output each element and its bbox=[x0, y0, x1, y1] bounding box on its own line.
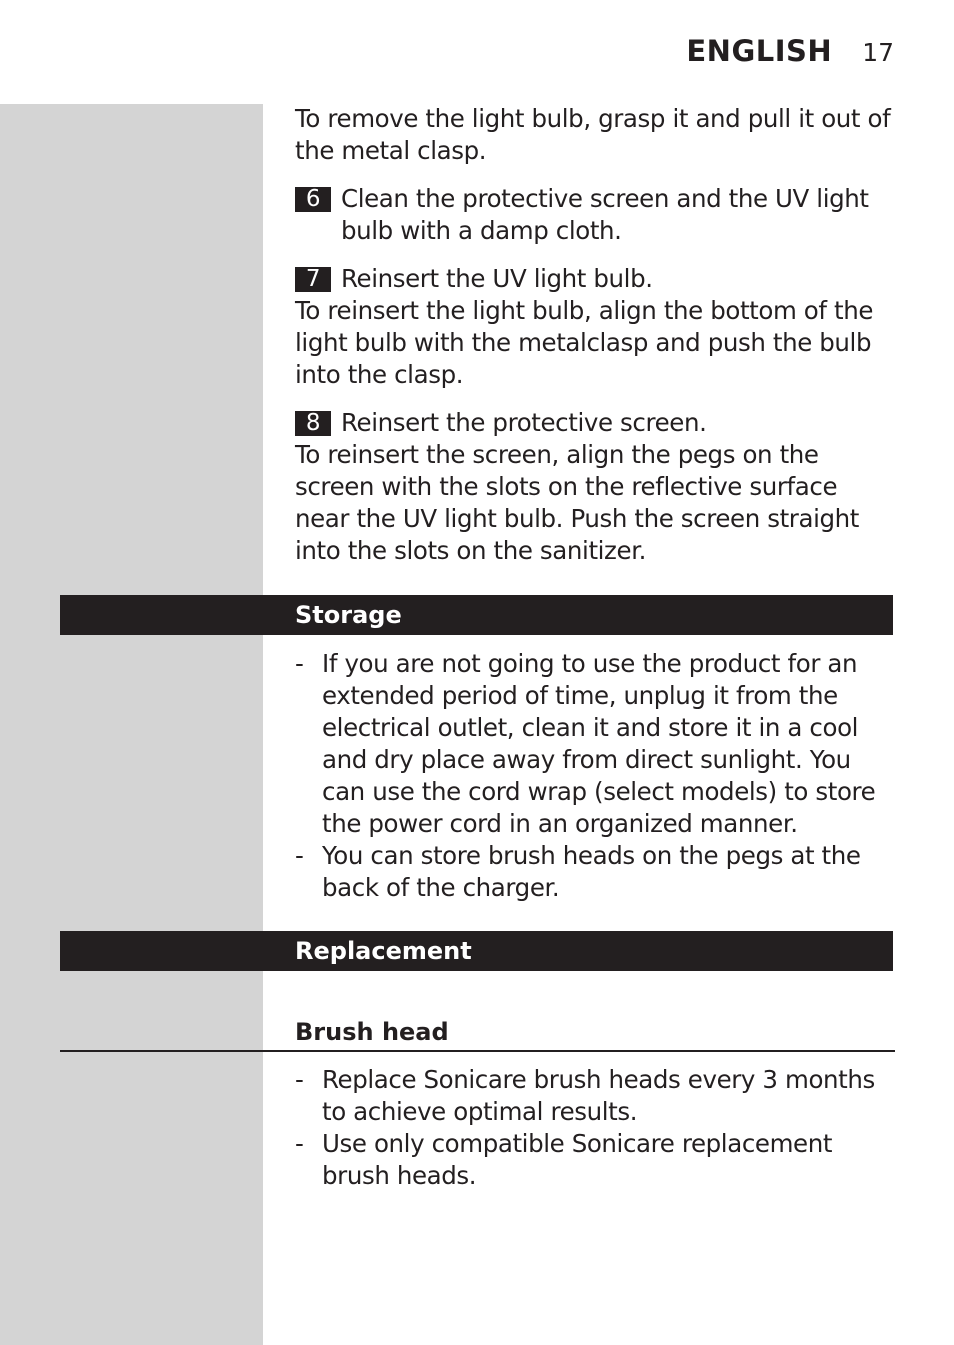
step-body: To reinsert the light bulb, align the bottom of the light bulb with the metalclasp and push the bulb into the clasp. bbox=[295, 296, 874, 389]
replacement-list bbox=[295, 1064, 895, 1192]
margin-sidebar bbox=[0, 104, 263, 1345]
storage-section bbox=[295, 648, 895, 904]
subheading-rule bbox=[60, 1050, 895, 1052]
main-content bbox=[295, 103, 895, 567]
brush-head-subheading: Brush head bbox=[295, 1018, 449, 1046]
list-item: - Replace Sonicare brush heads every 3 months to achieve optimal results. bbox=[295, 1065, 875, 1126]
storage-heading-bar bbox=[60, 595, 893, 635]
step-number: 7 bbox=[295, 267, 331, 292]
step-8 bbox=[295, 407, 895, 567]
replacement-heading-bar bbox=[60, 931, 893, 971]
step-title: Reinsert the protective screen. bbox=[341, 408, 707, 437]
storage-list bbox=[295, 648, 895, 904]
replacement-heading: Replacement bbox=[295, 937, 472, 965]
list-item: - Use only compatible Sonicare replacement brush heads. bbox=[295, 1129, 833, 1190]
page-header bbox=[686, 34, 894, 74]
step-number: 8 bbox=[295, 411, 331, 436]
step-body: To reinsert the screen, align the pegs on the screen with the slots on the reflective surface near the UV light bulb. Push the screen straight into the slots on the sanitizer. bbox=[295, 440, 859, 565]
step-6 bbox=[295, 183, 895, 247]
replacement-section bbox=[295, 1064, 895, 1192]
step-7 bbox=[295, 263, 895, 391]
intro-text: To remove the light bulb, grasp it and pull it out of the metal clasp. bbox=[295, 104, 891, 165]
step-title: Clean the protective screen and the UV light bulb with a damp cloth. bbox=[341, 184, 869, 245]
list-item: - You can store brush heads on the pegs at the back of the charger. bbox=[295, 841, 861, 902]
step-title: Reinsert the UV light bulb. bbox=[341, 264, 653, 293]
language-label: ENGLISH bbox=[686, 34, 833, 68]
page-number: 17 bbox=[862, 38, 894, 67]
list-item: - If you are not going to use the product for an extended period of time, unplug it from the electrical outlet, clean it and store it in a cool and dry place away from direct sunlight. You can use the cord wrap (select models) to store the power cord in an organized manner. bbox=[295, 649, 876, 838]
storage-heading: Storage bbox=[295, 601, 402, 629]
step-number: 6 bbox=[295, 187, 331, 212]
